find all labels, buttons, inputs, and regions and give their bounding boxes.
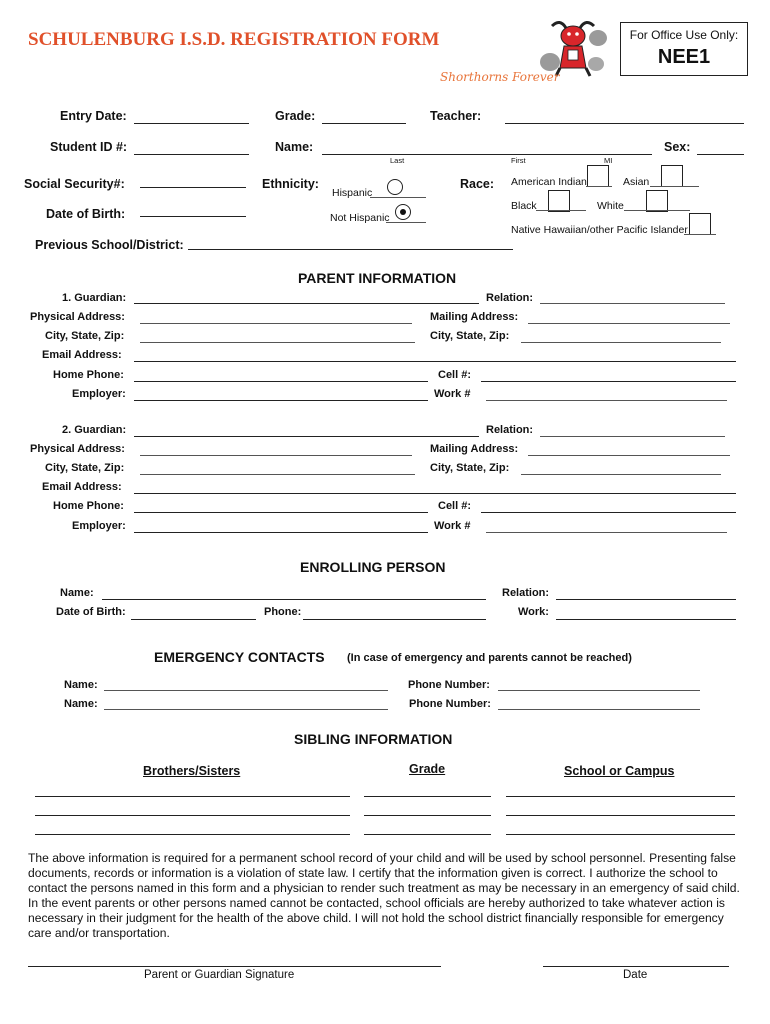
hispanic-underline (370, 197, 426, 198)
student-name-field[interactable] (322, 154, 652, 155)
guardian2-employer-label: Employer: (72, 520, 126, 532)
guardian2-label: 2. Guardian: (62, 424, 127, 436)
parent-info-heading: PARENT INFORMATION (298, 270, 457, 286)
guardian1-physical-label: Physical Address: (30, 311, 125, 323)
guardian2-work-field[interactable] (486, 532, 727, 533)
mi-sublabel: MI (604, 156, 613, 165)
sibling3-name-field[interactable] (35, 834, 350, 835)
sibling2-name-field[interactable] (35, 815, 350, 816)
guardian1-work-field[interactable] (486, 400, 727, 401)
grade-label: Grade: (275, 109, 316, 123)
native-hawaiian-underline (684, 234, 716, 235)
ethnicity-label: Ethnicity: (262, 177, 319, 191)
enrolling-relation-field[interactable] (556, 599, 736, 600)
teacher-label: Teacher: (430, 109, 482, 123)
previous-school-label: Previous School/District: (35, 238, 184, 252)
native-hawaiian-checkbox[interactable] (689, 213, 711, 235)
asian-underline (650, 186, 699, 187)
sibling1-name-field[interactable] (35, 796, 350, 797)
student-id-field[interactable] (134, 154, 249, 155)
name-label: Name: (275, 140, 314, 154)
office-use-box (620, 22, 748, 76)
guardian2-cell-label: Cell #: (438, 500, 472, 512)
guardian1-cell-label: Cell #: (438, 369, 472, 381)
enrolling-name-label: Name: (60, 587, 94, 599)
sibling2-school-field[interactable] (506, 815, 735, 816)
sibling1-school-field[interactable] (506, 796, 735, 797)
guardian1-field[interactable] (134, 303, 479, 304)
tagline: Shorthorns Forever (440, 70, 560, 84)
black-checkbox[interactable] (548, 190, 570, 212)
black-underline (536, 210, 586, 211)
guardian1-city-label: City, State, Zip: (45, 330, 125, 342)
guardian1-email-field[interactable] (134, 361, 736, 362)
asian-checkbox[interactable] (661, 165, 683, 187)
guardian2-relation-field[interactable] (540, 436, 725, 437)
enrolling-name-field[interactable] (102, 599, 486, 600)
guardian1-cell-field[interactable] (481, 381, 736, 382)
guardian1-city-field[interactable] (140, 342, 415, 343)
sibling2-grade-field[interactable] (364, 815, 491, 816)
parent-signature-field[interactable] (28, 966, 441, 967)
guardian1-home-phone-label: Home Phone: (53, 369, 124, 381)
guardian2-city-label: City, State, Zip: (45, 462, 125, 474)
guardian2-relation-label: Relation: (486, 424, 534, 436)
guardian2-email-label: Email Address: (42, 481, 122, 493)
asian-option: Asian (623, 176, 650, 188)
entry-date-label: Entry Date: (60, 109, 127, 123)
guardian2-physical-label: Physical Address: (30, 443, 125, 455)
sibling3-grade-field[interactable] (364, 834, 491, 835)
race-label: Race: (460, 177, 495, 191)
emergency2-name-label: Name: (64, 698, 98, 710)
sibling-info-heading: SIBLING INFORMATION (294, 731, 453, 747)
black-option: Black (511, 200, 537, 212)
parent-signature-label: Parent or Guardian Signature (144, 969, 295, 981)
emergency1-name-field[interactable] (104, 690, 388, 691)
enrolling-person-heading: ENROLLING PERSON (300, 559, 446, 575)
entry-date-field[interactable] (134, 123, 249, 124)
guardian1-mailing-city-field[interactable] (521, 342, 721, 343)
guardian1-label: 1. Guardian: (62, 292, 127, 304)
dob-field[interactable] (140, 216, 246, 217)
guardian2-physical-field[interactable] (140, 455, 412, 456)
hispanic-option: Hispanic (332, 187, 373, 199)
enrolling-dob-field[interactable] (131, 619, 256, 620)
last-sublabel: Last (390, 156, 405, 165)
signature-date-label: Date (623, 969, 648, 981)
guardian2-city-field[interactable] (140, 474, 415, 475)
guardian1-mailing-label: Mailing Address: (430, 311, 519, 323)
sibling1-grade-field[interactable] (364, 796, 491, 797)
siblings-column-header: Brothers/Sisters (143, 764, 241, 778)
teacher-field[interactable] (505, 123, 744, 124)
guardian2-home-phone-field[interactable] (134, 512, 428, 513)
guardian1-relation-label: Relation: (486, 292, 534, 304)
school-column-header: School or Campus (564, 764, 675, 778)
emergency1-phone-label: Phone Number: (408, 679, 490, 691)
emergency2-phone-label: Phone Number: (409, 698, 491, 710)
guardian1-email-label: Email Address: (42, 349, 122, 361)
guardian2-mailing-city-label: City, State, Zip: (430, 462, 510, 474)
first-sublabel: First (511, 156, 526, 165)
guardian2-employer-field[interactable] (134, 532, 428, 533)
not-hispanic-option: Not Hispanic (330, 212, 390, 224)
guardian1-employer-field[interactable] (134, 400, 428, 401)
guardian2-home-phone-label: Home Phone: (53, 500, 124, 512)
guardian2-mailing-label: Mailing Address: (430, 443, 519, 455)
grade-field[interactable] (322, 123, 406, 124)
guardian2-work-label: Work # (434, 520, 471, 532)
guardian1-mailing-city-label: City, State, Zip: (430, 330, 510, 342)
guardian1-physical-field[interactable] (140, 323, 412, 324)
guardian1-home-phone-field[interactable] (134, 381, 428, 382)
ssn-label: Social Security#: (24, 177, 125, 191)
enrolling-phone-field[interactable] (303, 619, 486, 620)
guardian1-employer-label: Employer: (72, 388, 126, 400)
dob-label: Date of Birth: (46, 207, 126, 221)
not-hispanic-radio[interactable] (395, 204, 411, 220)
enrolling-phone-label: Phone: (264, 606, 302, 618)
guardian2-mailing-field[interactable] (528, 455, 730, 456)
grade-column-header: Grade (409, 762, 446, 776)
guardian2-email-field[interactable] (134, 493, 736, 494)
emergency1-phone-field[interactable] (498, 690, 700, 691)
enrolling-work-label: Work: (518, 606, 549, 618)
enrolling-work-field[interactable] (556, 619, 736, 620)
enrolling-dob-label: Date of Birth: (56, 606, 126, 618)
selected-dot (400, 209, 406, 215)
white-underline (624, 210, 690, 211)
student-id-label: Student ID #: (50, 140, 128, 154)
not-hispanic-underline (386, 222, 426, 223)
guardian2-field[interactable] (134, 436, 479, 437)
shorthorn-mascot-logo (538, 16, 608, 78)
white-checkbox[interactable] (646, 190, 668, 212)
signature-date-field[interactable] (543, 966, 729, 967)
office-use-label: For Office Use Only: (629, 28, 739, 42)
american-indian-checkbox[interactable] (587, 165, 609, 187)
form-title: SCHULENBURG I.S.D. REGISTRATION FORM (28, 29, 440, 50)
white-option: White (597, 200, 624, 212)
sex-field[interactable] (697, 154, 744, 155)
ssn-field[interactable] (140, 187, 246, 188)
emergency1-name-label: Name: (64, 679, 98, 691)
emergency2-name-field[interactable] (104, 709, 388, 710)
office-code: NEE1 (657, 46, 711, 68)
guardian1-work-label: Work # (434, 388, 471, 400)
guardian1-relation-field[interactable] (540, 303, 725, 304)
consent-statement: The above information is required for a permanent school record of your child and will be used by school personnel. Presenting false documents, records or information is a violation of state law. I certify that the information given is correct. I authorize the school to contact the persons named in this form and a physician to render such treatment as may be necessary in an emergency of said child. In the event parents or other persons named cannot be contacted, school officials are hereby authorized to take whatever action is necessary in their judgment for the health of the above child. I will not hold the school district financially responsible for emergency care and/or transportation. (28, 851, 740, 940)
sex-label: Sex: (664, 140, 691, 154)
emergency-contacts-heading: EMERGENCY CONTACTS (154, 649, 325, 665)
american-indian-option: American Indian (511, 176, 587, 188)
emergency2-phone-field[interactable] (498, 709, 700, 710)
guardian2-mailing-city-field[interactable] (521, 474, 721, 475)
native-hawaiian-option: Native Hawaiian/other Pacific Islander (511, 224, 688, 236)
guardian1-mailing-field[interactable] (528, 323, 730, 324)
enrolling-relation-label: Relation: (502, 587, 550, 599)
emergency-note: (In case of emergency and parents cannot be reached) (347, 652, 632, 664)
guardian2-cell-field[interactable] (481, 512, 736, 513)
american-indian-underline (586, 186, 612, 187)
sibling3-school-field[interactable] (506, 834, 735, 835)
hispanic-radio[interactable] (387, 179, 403, 195)
previous-school-field[interactable] (188, 249, 513, 250)
